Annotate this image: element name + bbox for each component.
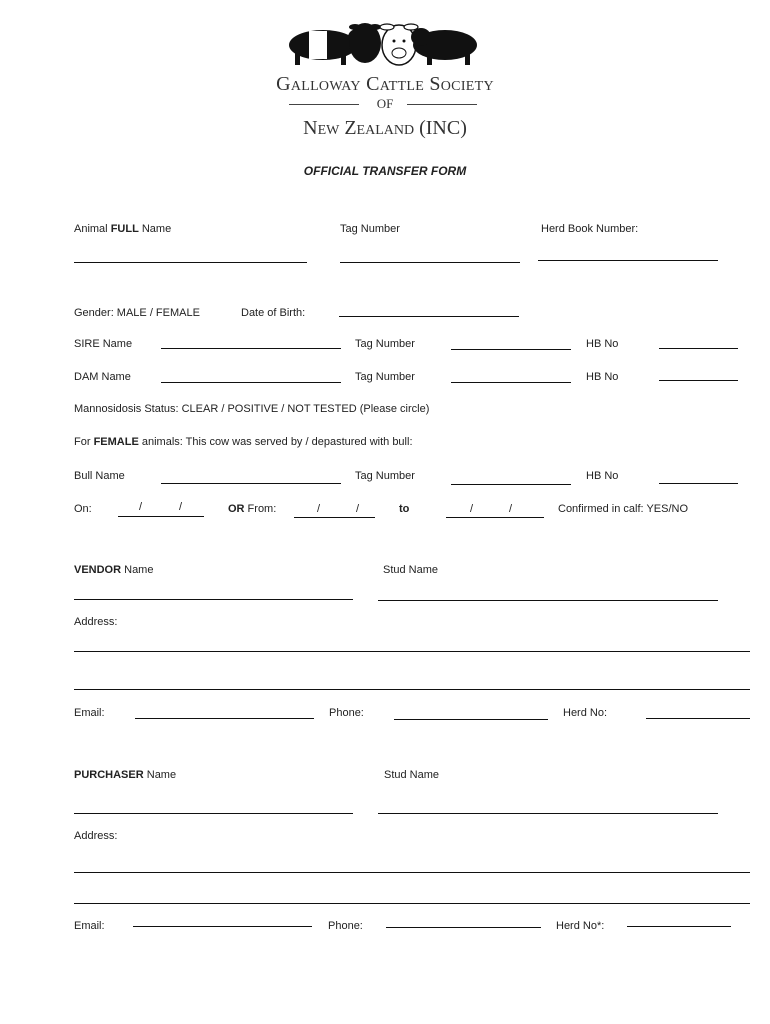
- dob-field[interactable]: [339, 316, 519, 317]
- on-date-slash-1: /: [139, 501, 143, 513]
- vendor-name-label: VENDOR Name: [74, 564, 154, 576]
- org-name-line1: Galloway Cattle Society: [276, 73, 494, 95]
- vendor-email-field[interactable]: [135, 718, 314, 719]
- dark-cow-right-icon: [411, 28, 477, 65]
- bull-tag-label: Tag Number: [355, 470, 415, 482]
- purchaser-address-line-1[interactable]: [74, 872, 750, 873]
- vendor-herd-field[interactable]: [646, 718, 750, 719]
- sire-hb-label: HB No: [586, 338, 619, 350]
- purchaser-phone-field[interactable]: [386, 927, 541, 928]
- herd-book-field[interactable]: [538, 260, 718, 261]
- black-cow-icon: [349, 23, 381, 63]
- from-date-slash-2: /: [356, 503, 360, 515]
- purchaser-herd-label: Herd No*:: [556, 920, 605, 932]
- cattle-logo: [283, 15, 483, 70]
- purchaser-name-field[interactable]: [74, 813, 353, 814]
- org-name-line2: New Zealand (INC): [303, 117, 467, 139]
- vendor-name-field[interactable]: [74, 599, 353, 600]
- purchaser-phone-label: Phone:: [328, 920, 363, 932]
- sire-hb-field[interactable]: [659, 348, 738, 349]
- vendor-herd-label: Herd No:: [563, 707, 608, 719]
- to-label: to: [399, 503, 410, 515]
- sire-tag-label: Tag Number: [355, 338, 415, 350]
- purchaser-stud-label: Stud Name: [384, 769, 440, 781]
- bull-hb-field[interactable]: [659, 483, 738, 484]
- animal-tag-field[interactable]: [340, 262, 520, 263]
- herd-book-label: Herd Book Number:: [541, 223, 639, 235]
- on-date-field[interactable]: [118, 516, 204, 517]
- form-title: OFFICIAL TRANSFER FORM: [303, 164, 467, 178]
- bull-tag-field[interactable]: [451, 484, 571, 485]
- vendor-address-label: Address:: [74, 616, 118, 628]
- dam-tag-label: Tag Number: [355, 371, 415, 383]
- purchaser-address-label: Address:: [74, 830, 118, 842]
- purchaser-address-line-2[interactable]: [74, 903, 750, 904]
- on-date-slash-2: /: [179, 501, 183, 513]
- purchaser-email-field[interactable]: [133, 926, 312, 927]
- sire-tag-field[interactable]: [451, 349, 571, 350]
- vendor-address-line-1[interactable]: [74, 651, 750, 652]
- org-name-of: OF: [376, 96, 394, 111]
- animal-name-field[interactable]: [74, 262, 307, 263]
- confirmed-in-calf[interactable]: Confirmed in calf: YES/NO: [558, 503, 689, 515]
- vendor-address-line-2[interactable]: [74, 689, 750, 690]
- dam-tag-field[interactable]: [451, 382, 571, 383]
- vendor-stud-label: Stud Name: [383, 564, 439, 576]
- vendor-phone-field[interactable]: [394, 719, 548, 720]
- dam-hb-field[interactable]: [659, 380, 738, 381]
- to-date-slash-2: /: [509, 503, 513, 515]
- from-date-slash-1: /: [317, 503, 321, 515]
- animal-tag-label: Tag Number: [340, 223, 400, 235]
- bull-name-field[interactable]: [161, 483, 341, 484]
- dob-label: Date of Birth:: [241, 307, 306, 319]
- white-cow-icon: [380, 24, 418, 65]
- mannosidosis-status[interactable]: Mannosidosis Status: CLEAR / POSITIVE / NOT TESTED (Please circle): [74, 403, 430, 415]
- gender-label: Gender: MALE / FEMALE: [74, 307, 200, 319]
- bull-label: Bull Name: [74, 470, 125, 482]
- sire-label: SIRE Name: [74, 338, 133, 350]
- bull-hb-label: HB No: [586, 470, 619, 482]
- purchaser-herd-field[interactable]: [627, 926, 731, 927]
- vendor-phone-label: Phone:: [329, 707, 364, 719]
- vendor-email-label: Email:: [74, 707, 105, 719]
- from-date-field[interactable]: [294, 517, 375, 518]
- vendor-stud-field[interactable]: [378, 600, 718, 601]
- animal-name-label: Animal FULL Name: [74, 223, 172, 235]
- on-label: On:: [74, 503, 92, 515]
- purchaser-email-label: Email:: [74, 920, 105, 932]
- sire-name-field[interactable]: [161, 348, 341, 349]
- female-served-note: For FEMALE animals: This cow was served by / depastured with bull:: [74, 436, 413, 448]
- purchaser-name-label: PURCHASER Name: [74, 769, 177, 781]
- to-date-slash-1: /: [470, 503, 474, 515]
- or-from-label: OR From:: [228, 503, 277, 515]
- purchaser-stud-field[interactable]: [378, 813, 718, 814]
- dam-name-field[interactable]: [161, 382, 341, 383]
- dam-hb-label: HB No: [586, 371, 619, 383]
- to-date-field[interactable]: [446, 517, 544, 518]
- dam-label: DAM Name: [74, 371, 131, 383]
